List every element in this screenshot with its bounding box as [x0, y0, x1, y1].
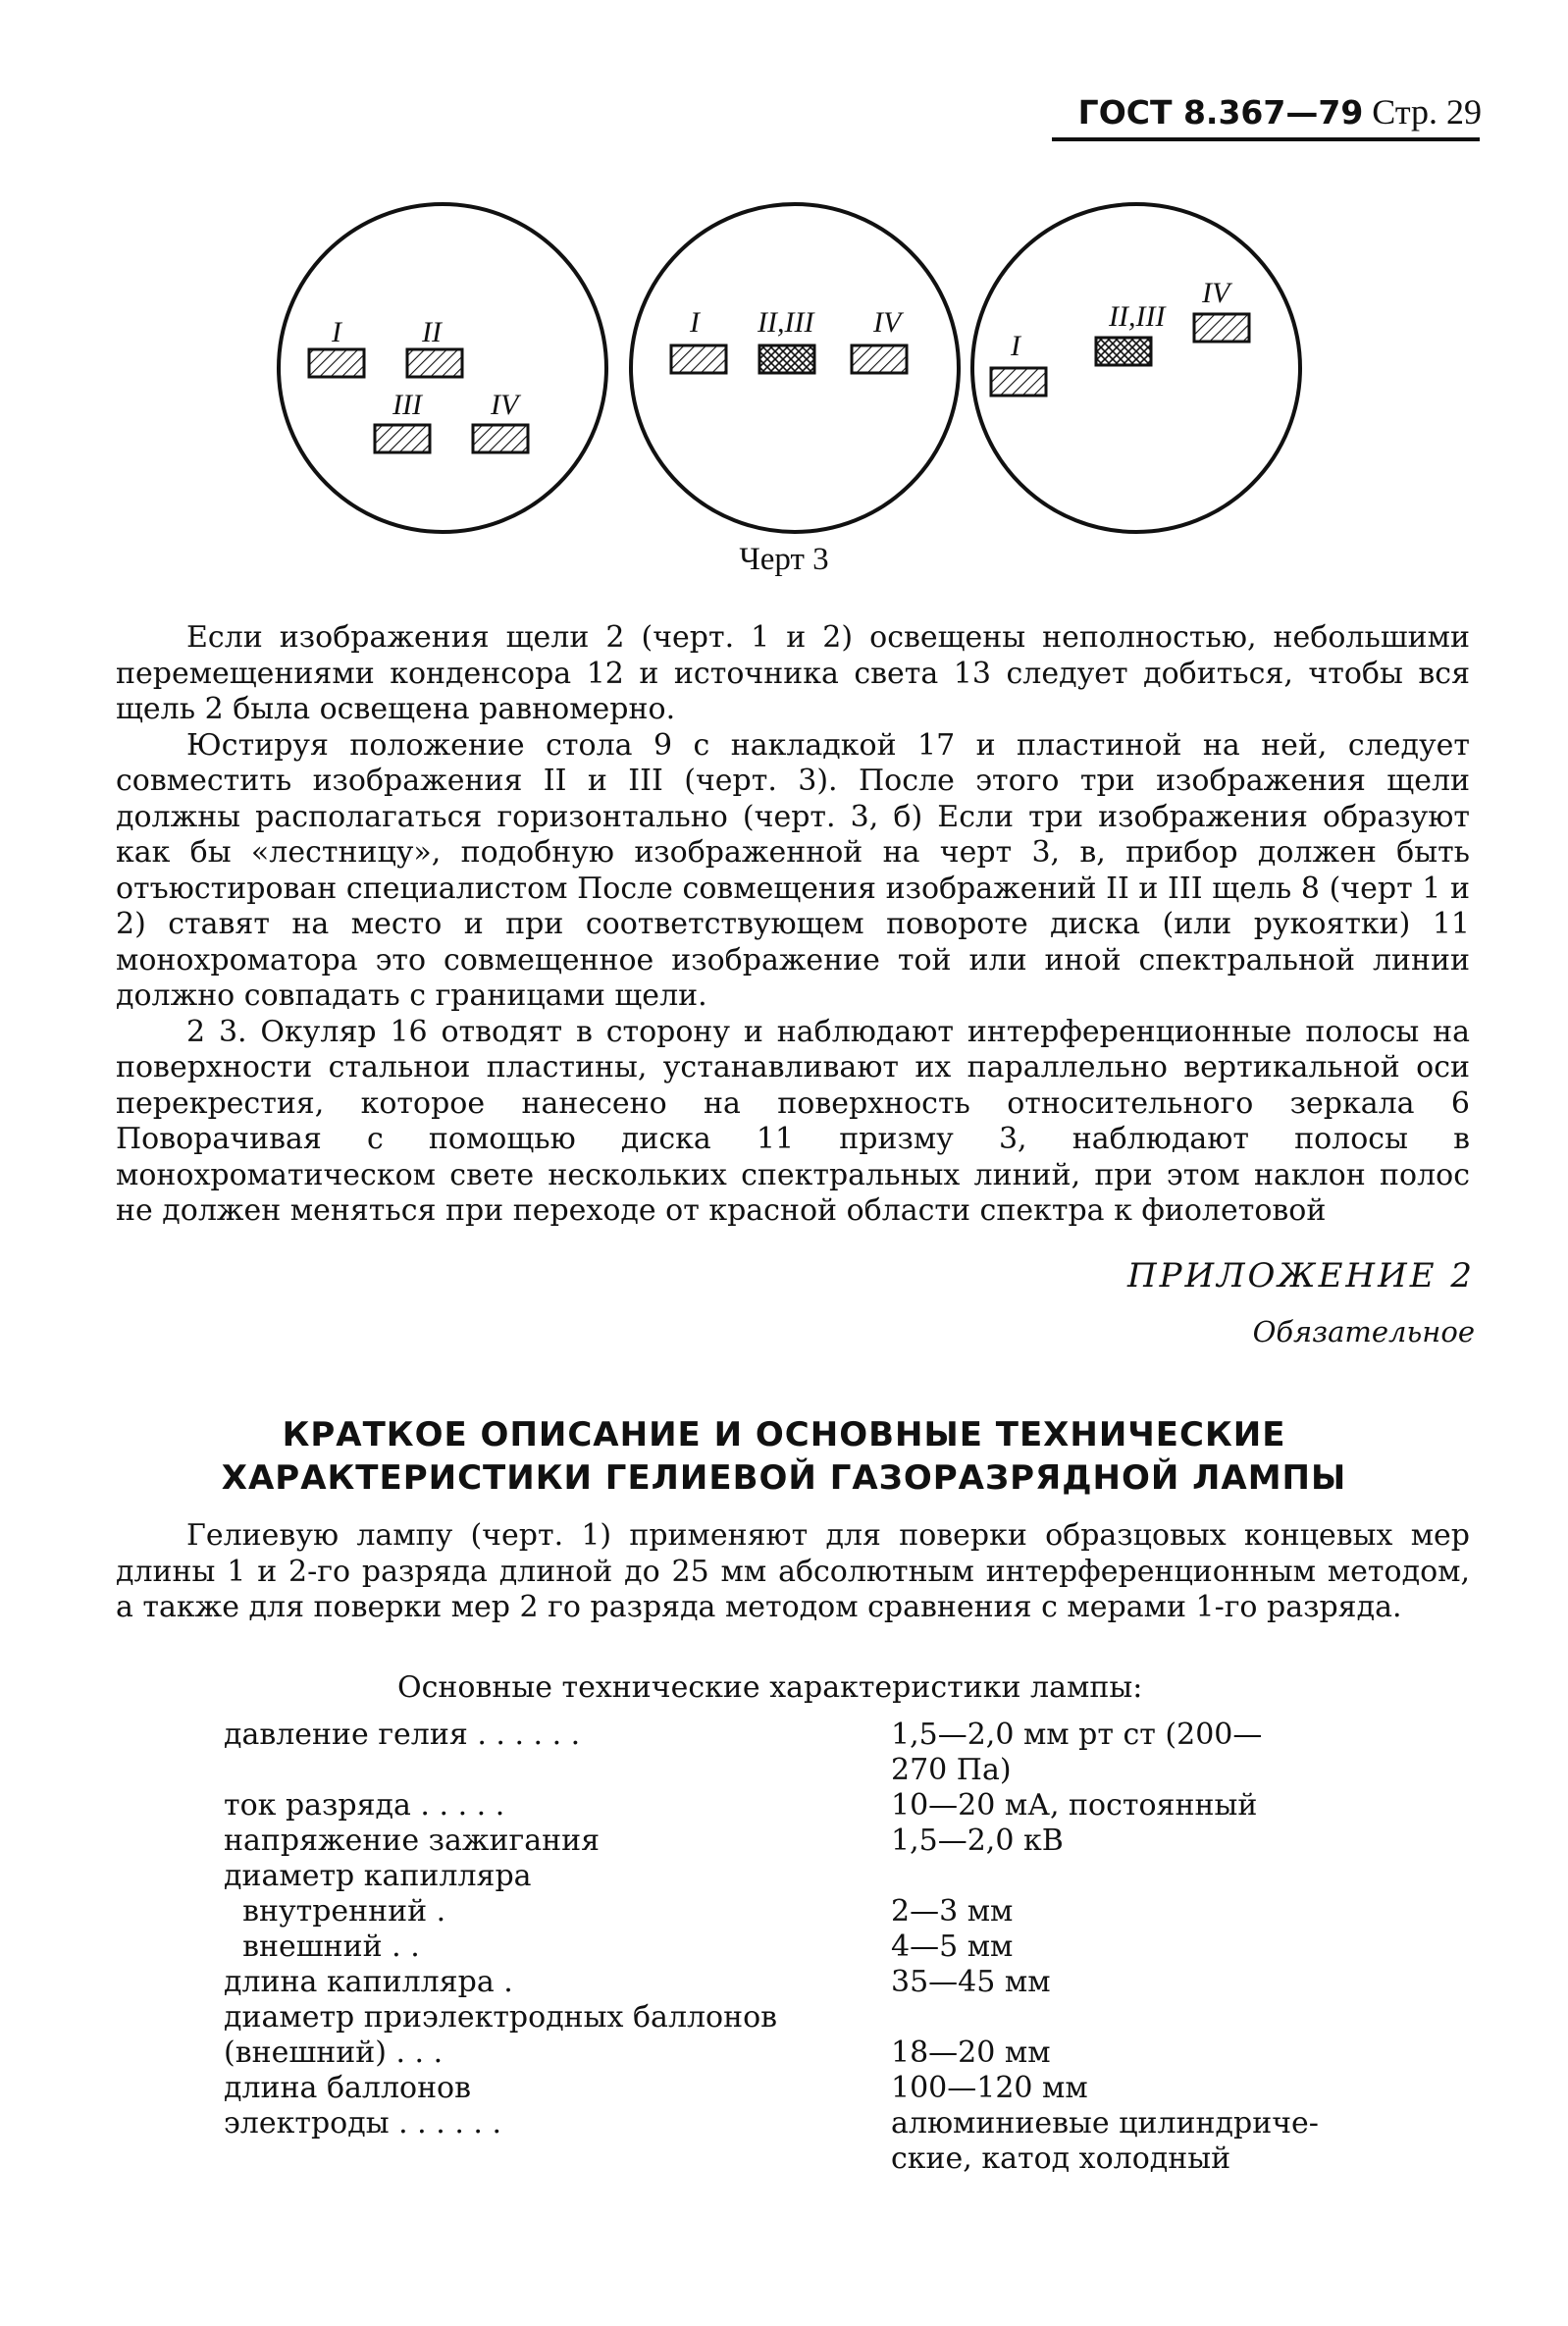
spec-name: [224, 2141, 891, 2177]
spec-row: [224, 2141, 1401, 2177]
specs-table: [224, 1718, 1401, 2177]
slit-label: II,III: [758, 306, 814, 339]
spec-value: 2—3 мм: [891, 1894, 1014, 1929]
spec-row: [224, 1753, 1401, 1788]
standard-number: ГОСТ 8.367—79: [1077, 93, 1364, 132]
spec-name: диаметр капилляра: [224, 1859, 532, 1893]
appendix-subtitle: Обязательное: [1252, 1315, 1475, 1348]
body-text: [116, 620, 1470, 1230]
spec-value: 10—20 мА, постоянный: [891, 1788, 1258, 1823]
spec-row: [224, 1894, 1401, 1930]
spec-row: [224, 2071, 1401, 2106]
slit-label: III: [392, 389, 422, 421]
figure-caption: Черт 3: [739, 542, 829, 577]
spec-value: 270 Па): [891, 1753, 1012, 1787]
slit-image: [375, 425, 430, 452]
slit-label: IV: [491, 389, 519, 421]
slit-image: [852, 345, 907, 373]
slit-label: I: [690, 306, 700, 339]
spec-value: 18—20 мм: [891, 2035, 1051, 2070]
slit-image: [1096, 338, 1151, 365]
spec-value: 4—5 мм: [891, 1930, 1014, 1964]
page-number: Стр. 29: [1372, 92, 1482, 132]
spec-name: (внешний) . . .: [224, 2035, 444, 2070]
slit-label: IV: [873, 306, 902, 339]
spec-name: давление гелия . . . . . .: [224, 1718, 581, 1752]
slit-image: [309, 349, 364, 377]
slit-image: [407, 349, 462, 377]
section-heading-line: ХАРАКТЕРИСТИКИ ГЕЛИЕВОЙ ГАЗОРАЗРЯДНОЙ ЛАМПЫ: [221, 1458, 1347, 1498]
section-heading: [0, 1413, 1568, 1500]
paragraph: 2 3. Окуляр 16 отводят в сторону и наблюдают интерференционные полосы на поверхности стальнои пластины, устанавливают их параллельно вертикальной оси перекрестия, которое нанесено на поверхность относительного зеркала 6 Поворачивая с помощью диска 11 призму 3, наблюдают полосы в монохроматическом свете нескольких спектральных линий, при этом наклон полос не должен меняться при переходе от красной области спектра к фиолетовой: [116, 1014, 1470, 1228]
slit-label: II: [422, 316, 442, 348]
specs-heading: Основные технические характеристики лампы:: [397, 1670, 1143, 1705]
spec-name: диаметр приэлектродных баллонов: [224, 2000, 778, 2035]
spec-value: 100—120 мм: [891, 2071, 1088, 2105]
spec-row: [224, 2000, 1401, 2035]
spec-name: длина капилляра .: [224, 1965, 513, 1999]
spec-row: [224, 2035, 1401, 2071]
figure-slit-images: [265, 186, 1305, 550]
spec-row: [224, 1788, 1401, 1824]
slit-label: I: [1011, 330, 1020, 362]
page-header: [1040, 82, 1482, 141]
section-heading-line: КРАТКОЕ ОПИСАНИЕ И ОСНОВНЫЕ ТЕХНИЧЕСКИЕ: [282, 1415, 1286, 1454]
spec-row: [224, 1718, 1401, 1753]
slit-image: [991, 368, 1046, 396]
spec-name: напряжение зажигания: [224, 1824, 600, 1858]
slit-label: I: [332, 316, 341, 348]
spec-row: [224, 1965, 1401, 2000]
spec-name: внешний . .: [224, 1930, 420, 1964]
paragraph: Юстируя положение стола 9 с накладкой 17 и пластиной на ней, следует совместить изображения II и III (черт. 3). После этого три изображения щели должны располагаться горизонтально (черт. 3, б) Если три изображения образуют как бы «лестницу», подобную изображенной на черт 3, в, прибор должен быть отъюстирован специалистом После совмещения изображений II и III щель 8 (черт 1 и 2) ставят на место и при соответствующем повороте диска (или рукоятки) 11 монохроматора это совмещенное изображение той или иной спектральной линии должно совпадать с границами щели.: [116, 727, 1470, 1013]
slit-image: [671, 345, 726, 373]
paragraph: Гелиевую лампу (черт. 1) применяют для поверки образцовых концевых мер длины 1 и 2-го разряда длиной до 25 мм абсолютным интерференционным методом, а также для поверки мер 2 го разряда методом сравнения с мерами 1-го разряда.: [116, 1518, 1470, 1624]
spec-name: длина баллонов: [224, 2071, 472, 2105]
spec-name: ток разряда . . . . .: [224, 1788, 505, 1823]
spec-row: [224, 1859, 1401, 1894]
spec-name: электроды . . . . . .: [224, 2106, 502, 2141]
intro-text: [116, 1518, 1470, 1626]
spec-name: [224, 1753, 891, 1788]
spec-row: [224, 1824, 1401, 1859]
spec-value: 35—45 мм: [891, 1965, 1051, 1999]
spec-value: [891, 2000, 1401, 2035]
slit-image: [759, 345, 814, 373]
spec-name: внутренний .: [224, 1894, 446, 1929]
spec-value: ские, катод холодный: [891, 2141, 1231, 2176]
slit-image: [1194, 314, 1249, 342]
header-rule: [1052, 137, 1480, 141]
spec-row: [224, 2106, 1401, 2141]
spec-row: [224, 1930, 1401, 1965]
appendix-title: ПРИЛОЖЕНИЕ 2: [1126, 1256, 1475, 1295]
spec-value: 1,5—2,0 мм рт ст (200—: [891, 1718, 1263, 1752]
spec-value: 1,5—2,0 кВ: [891, 1824, 1064, 1858]
spec-value: [891, 1859, 1401, 1894]
slit-label: IV: [1202, 277, 1230, 309]
paragraph: Если изображения щели 2 (черт. 1 и 2) освещены неполностью, небольшими перемещениями конденсора 12 и источника света 13 следует добиться, чтобы вся щель 2 была освещена равномерно.: [116, 620, 1470, 726]
slit-image: [473, 425, 528, 452]
slit-label: II,III: [1109, 300, 1166, 333]
spec-value: алюминиевые цилиндриче-: [891, 2106, 1319, 2141]
